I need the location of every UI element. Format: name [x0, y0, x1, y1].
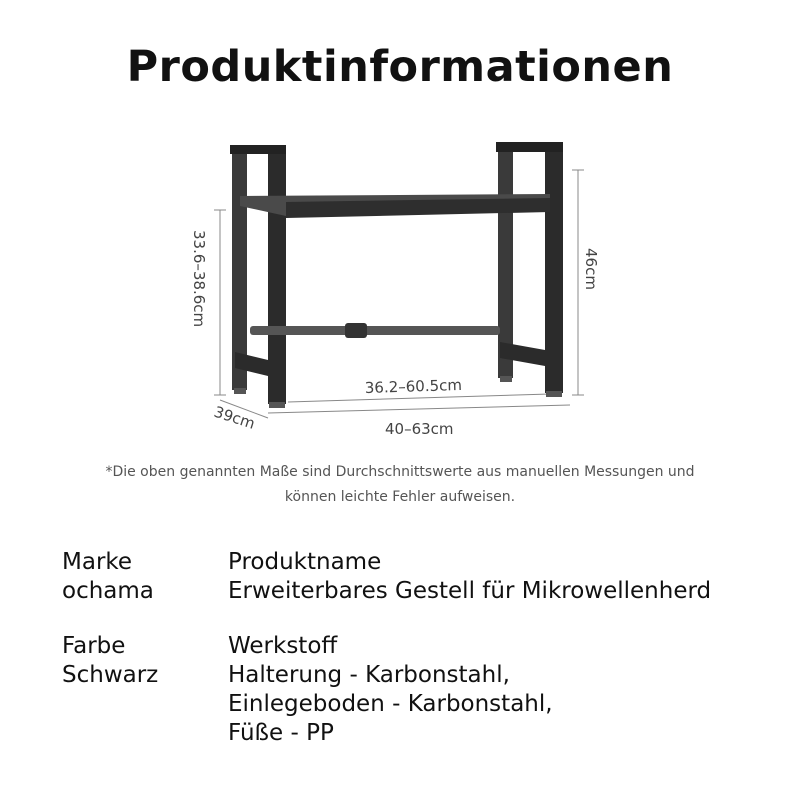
material-label: Werkstoff	[228, 633, 338, 659]
measurement-note	[60, 460, 740, 510]
brand-label: Marke	[62, 549, 133, 575]
color-block	[62, 632, 158, 690]
color-label: Farbe	[62, 633, 126, 659]
depth-label: 39cm	[211, 402, 258, 433]
height-shelf-label: 33.6–38.6cm	[190, 230, 208, 328]
height-total-label: 46cm	[582, 248, 600, 290]
color-value: Schwarz	[62, 662, 159, 688]
material-block	[228, 632, 553, 748]
inner-width-label: 36.2–60.5cm	[364, 375, 463, 397]
rack-frame	[230, 142, 563, 408]
brand-value: ochama	[62, 578, 154, 604]
note-line-2: können leichte Fehler aufweisen.	[284, 489, 516, 505]
rack-drawing	[180, 130, 610, 450]
material-line-3: Füße - PP	[228, 720, 334, 746]
note-line-1: *Die oben genannten Maße sind Durchschnittswerte aus manuellen Messungen und	[105, 464, 695, 480]
product-name-label: Produktname	[228, 549, 382, 575]
product-name-block	[228, 548, 711, 606]
material-line-2: Einlegeboden - Karbonstahl,	[228, 691, 553, 717]
material-line-1: Halterung - Karbonstahl,	[228, 662, 510, 688]
brand-block	[62, 548, 154, 606]
product-name-value: Erweiterbares Gestell für Mikrowellenherd	[228, 578, 712, 604]
total-width-label: 40–63cm	[385, 420, 454, 438]
page-title: Produktinformationen	[126, 42, 674, 92]
product-dimension-figure	[180, 130, 610, 450]
